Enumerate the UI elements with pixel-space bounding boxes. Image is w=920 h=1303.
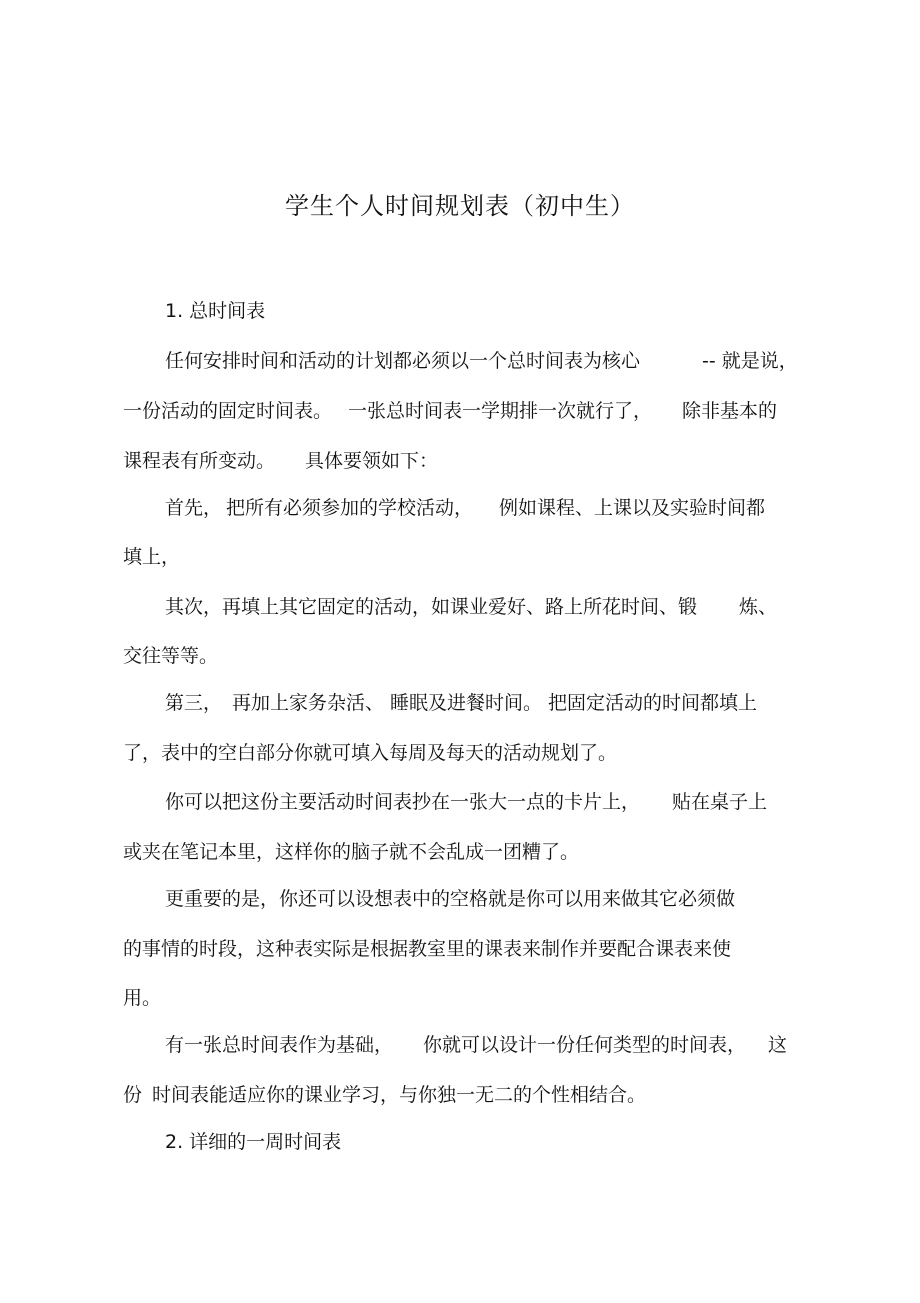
paragraph-line: 或夹在笔记本里，这样你的脑子就不会乱成一团糟了。 xyxy=(123,841,580,863)
text-segment: 一份活动的固定时间表。 xyxy=(123,400,333,422)
paragraph-line: 了，表中的空白部分你就可填入每周及每天的活动规划了。 xyxy=(123,742,618,764)
text-segment: 时间表能适应你的课业学习，与你独一无二的个性相结合。 xyxy=(152,1084,647,1106)
text-segment: 任何安排时间和活动的计划都必须以一个总时间表为核心 xyxy=(165,350,641,372)
paragraph-line: 的事情的时段，这种表实际是根据教室里的课表来制作并要配合课表来使 xyxy=(123,938,732,960)
paragraph-line: 交往等等。 xyxy=(123,645,219,667)
text-segment: 你就可以设计一份任何类型的时间表， xyxy=(423,1034,747,1056)
text-segment: 具体要领如下： xyxy=(305,450,439,472)
text-segment: 再加上家务杂活、 xyxy=(232,692,385,714)
text-segment: 睡眠及进餐时间。 xyxy=(390,692,543,714)
text-segment: 例如课程、上课以及实验时间都 xyxy=(499,497,766,519)
text-segment: 贴在桌子上 xyxy=(672,791,768,813)
text-segment: 份 xyxy=(123,1084,143,1106)
paragraph-line xyxy=(165,690,757,716)
text-segment: 其次，再填上其它固定的活动，如课业爱好、路上所花时间、锻 xyxy=(165,596,698,618)
text-segment: 首先， xyxy=(165,497,223,519)
paragraph-line xyxy=(123,398,777,424)
text-segment: 第三， xyxy=(165,692,223,714)
paragraph-line: 更重要的是，你还可以设想表中的空格就是你可以用来做其它必须做 xyxy=(165,888,736,910)
text-segment: 你可以把这份主要活动时间表抄在一张大一点的卡片上， xyxy=(165,791,641,813)
text-segment: 把固定活动的时间都填上 xyxy=(548,692,758,714)
paragraph-line xyxy=(123,448,438,474)
paragraph-line: 用。 xyxy=(123,987,162,1009)
section-heading-1: 1. 总时间表 xyxy=(165,300,266,322)
text-segment: -- 就是说， xyxy=(702,350,798,372)
text-segment: 课程表有所变动。 xyxy=(123,450,276,472)
paragraph-line xyxy=(165,348,798,374)
text-segment: 一张总时间表一学期排一次就行了， xyxy=(348,400,653,422)
document-title: 学生个人时间规划表（初中生） xyxy=(285,192,635,220)
paragraph-line xyxy=(123,1082,646,1108)
paragraph-line xyxy=(165,1032,787,1058)
paragraph-line xyxy=(165,789,767,815)
text-segment: 除非基本的 xyxy=(682,400,778,422)
text-segment: 把所有必须参加的学校活动， xyxy=(226,497,474,519)
paragraph-line xyxy=(165,594,777,620)
paragraph-line: 填上， xyxy=(123,546,181,568)
paragraph-line xyxy=(165,495,765,521)
section-heading-2: 2. 详细的一周时间表 xyxy=(165,1131,342,1153)
text-segment: 有一张总时间表作为基础， xyxy=(165,1034,394,1056)
text-segment: 炼、 xyxy=(739,596,778,618)
text-segment: 这 xyxy=(768,1034,788,1056)
